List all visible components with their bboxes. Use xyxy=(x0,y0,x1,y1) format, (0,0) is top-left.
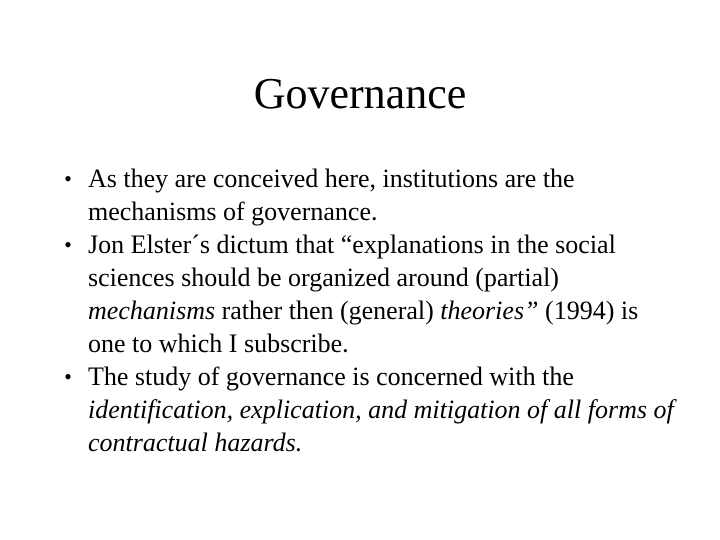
bullet-icon: • xyxy=(64,166,72,191)
bullet-text xyxy=(88,230,638,358)
bullet-text xyxy=(88,362,674,457)
bullet-icon: • xyxy=(64,364,72,389)
bullet-text-segment: (1994) is one to which I subscribe. xyxy=(88,296,639,358)
bullet-text-segment: rather then (general) xyxy=(215,296,441,325)
bullet-text-emphasis: identification, explication, and mitigation of all forms of contractual hazards. xyxy=(88,395,674,457)
bullet-text-segment: As they are conceived here, institutions are the mechanisms of governance. xyxy=(88,164,575,226)
bullet-text-segment: The study of governance is concerned with the xyxy=(88,362,574,391)
bullet-list xyxy=(56,162,676,459)
bullet-text xyxy=(88,164,575,226)
bullet-text-emphasis: mechanisms xyxy=(88,296,216,325)
slide-title: Governance xyxy=(253,69,467,118)
bullet-item xyxy=(56,360,676,459)
bullet-icon: • xyxy=(64,232,72,257)
bullet-item xyxy=(56,162,676,228)
bullet-text-emphasis: theories” xyxy=(440,296,539,325)
bullet-item xyxy=(56,228,676,360)
bullet-text-segment: Jon Elster´s dictum that “explanations in the social sciences should be organized around (partial) xyxy=(88,230,616,292)
